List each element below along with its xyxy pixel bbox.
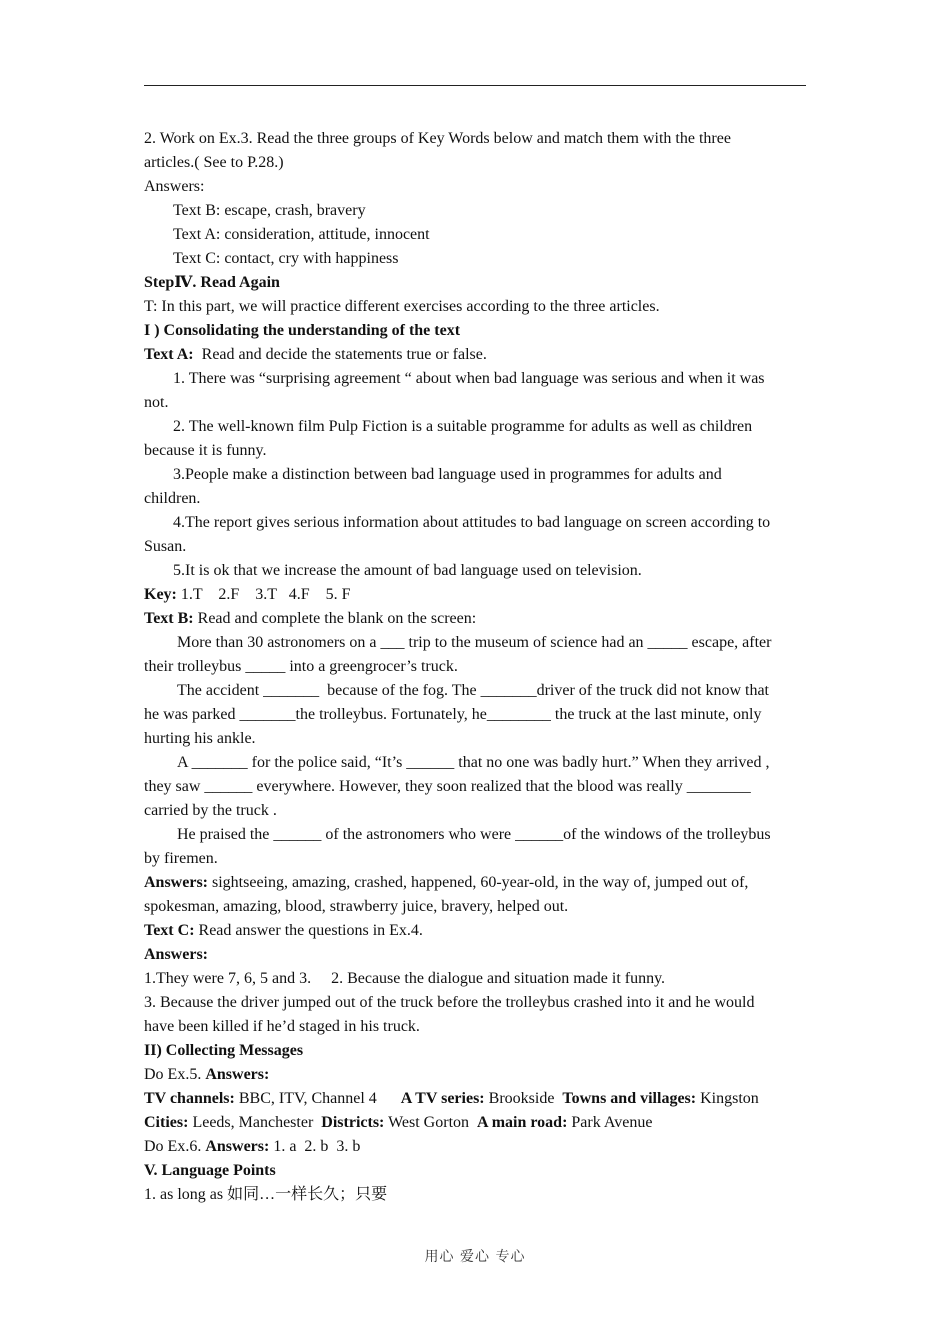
text-line — [144, 655, 806, 679]
text-line — [144, 1135, 806, 1159]
text-line — [144, 1087, 806, 1111]
text-line — [144, 919, 806, 943]
text-segment: Text A: consideration, attitude, innocent — [173, 226, 430, 243]
text-segment: Read and complete the blank on the screen: — [193, 610, 477, 627]
text-line — [144, 247, 806, 271]
text-segment: by firemen. — [144, 850, 218, 867]
text-segment: A _______ for the police said, “It’s ______ that no one was badly hurt.” When they arrived , — [177, 754, 770, 771]
text-line — [144, 343, 806, 367]
text-line — [144, 679, 806, 703]
bold-text: StepⅣ. Read Again — [144, 274, 280, 291]
bold-text: Answers: — [144, 946, 208, 963]
text-segment: 4.The report gives serious information about attitudes to bad language on screen according to — [173, 514, 771, 531]
text-segment: Read and decide the statements true or false. — [193, 346, 487, 363]
bold-text: Answers: — [144, 874, 208, 891]
text-line — [144, 607, 806, 631]
text-line — [144, 487, 806, 511]
header-rule — [144, 85, 806, 86]
text-segment: More than 30 astronomers on a ___ trip to the museum of science had an _____ escape, after — [177, 634, 772, 651]
text-line — [144, 799, 806, 823]
text-segment: Do Ex.5. — [144, 1066, 206, 1083]
text-line — [144, 175, 806, 199]
text-segment: hurting his ankle. — [144, 730, 256, 747]
text-line — [144, 1159, 806, 1183]
text-segment: The accident _______ because of the fog. The _______driver of the truck did not know that — [177, 682, 769, 699]
bold-text: Text B: — [144, 610, 194, 627]
text-segment: spokesman, amazing, blood, strawberry juice, bravery, helped out. — [144, 898, 569, 915]
bold-text: Answers: — [205, 1138, 270, 1155]
text-line — [144, 943, 806, 967]
text-segment: Leeds, Manchester — [188, 1114, 322, 1131]
text-segment: 1.T 2.F 3.T 4.F 5. F — [176, 586, 351, 603]
text-line — [144, 511, 806, 535]
text-line — [144, 1183, 806, 1207]
bold-text: A main road: — [477, 1114, 568, 1131]
text-line — [144, 583, 806, 607]
text-segment: 1. a 2. b 3. b — [269, 1138, 361, 1155]
text-line — [144, 631, 806, 655]
text-line — [144, 751, 806, 775]
text-segment: because it is funny. — [144, 442, 267, 459]
bold-text: I ) Consolidating the understanding of the text — [144, 322, 461, 339]
text-line — [144, 1111, 806, 1135]
text-line — [144, 199, 806, 223]
text-line — [144, 1015, 806, 1039]
text-segment: he was parked _______the trolleybus. Fortunately, he________ the truck at the last minute, only — [144, 706, 762, 723]
bold-text: Districts: — [321, 1114, 385, 1131]
text-line — [144, 871, 806, 895]
text-line — [144, 535, 806, 559]
text-segment: their trolleybus _____ into a greengrocer’s truck. — [144, 658, 458, 675]
text-segment: He praised the ______ of the astronomers who were ______of the windows of the trolleybus — [177, 826, 771, 843]
text-segment: Brookside — [484, 1090, 563, 1107]
text-line — [144, 1039, 806, 1063]
text-line — [144, 127, 806, 151]
text-segment: BBC, ITV, Channel 4 — [234, 1090, 401, 1107]
document-body — [144, 127, 806, 1207]
text-line — [144, 775, 806, 799]
text-segment: Kingston — [696, 1090, 759, 1107]
text-segment: T: In this part, we will practice different exercises according to the three articles. — [144, 298, 660, 315]
text-line — [144, 415, 806, 439]
text-segment: carried by the truck . — [144, 802, 277, 819]
text-line — [144, 271, 806, 295]
text-line — [144, 391, 806, 415]
text-segment: Read answer the questions in Ex.4. — [194, 922, 423, 939]
bold-text: Towns and villages: — [562, 1090, 697, 1107]
text-line — [144, 439, 806, 463]
text-line — [144, 991, 806, 1015]
text-segment: articles.( See to P.28.) — [144, 154, 284, 171]
text-segment: Park Avenue — [567, 1114, 653, 1131]
text-segment: Susan. — [144, 538, 187, 555]
text-line — [144, 847, 806, 871]
text-segment: 2. Work on Ex.3. Read the three groups of Key Words below and match them with the three — [144, 130, 731, 147]
text-line — [144, 463, 806, 487]
text-line — [144, 967, 806, 991]
text-segment: 1. as long as 如同…一样长久；只要 — [144, 1186, 388, 1203]
bold-text: Answers: — [205, 1066, 270, 1083]
text-segment: 1.They were 7, 6, 5 and 3. 2. Because the dialogue and situation made it funny. — [144, 970, 666, 987]
text-line — [144, 895, 806, 919]
page-footer: 用心 爱心 专心 — [424, 1249, 526, 1265]
text-line — [144, 319, 806, 343]
text-line — [144, 1063, 806, 1087]
text-segment: 3. Because the driver jumped out of the truck before the trolleybus crashed into it and he would — [144, 994, 755, 1011]
bold-text: Cities: — [144, 1114, 189, 1131]
bold-text: V. Language Points — [144, 1162, 276, 1179]
text-segment: 3.People make a distinction between bad language used in programmes for adults and — [173, 466, 722, 483]
text-segment: sightseeing, amazing, crashed, happened, 60-year-old, in the way of, jumped out of, — [208, 874, 749, 891]
bold-text: TV channels: — [144, 1090, 235, 1107]
text-line — [144, 223, 806, 247]
text-line — [144, 727, 806, 751]
text-segment: 5.It is ok that we increase the amount of bad language used on television. — [173, 562, 642, 579]
text-segment: have been killed if he’d staged in his truck. — [144, 1018, 420, 1035]
text-segment: not. — [144, 394, 169, 411]
text-segment: Text B: escape, crash, bravery — [173, 202, 366, 219]
bold-text: Key: — [144, 586, 177, 603]
text-segment: they saw ______ everywhere. However, they soon realized that the blood was really ________ — [144, 778, 751, 795]
bold-text: II) Collecting Messages — [144, 1042, 304, 1059]
text-segment: children. — [144, 490, 201, 507]
text-segment: West Gorton — [384, 1114, 478, 1131]
text-segment: 2. The well-known film Pulp Fiction is a suitable programme for adults as well as children — [173, 418, 753, 435]
text-segment: 1. There was “surprising agreement “ about when bad language was serious and when it was — [173, 370, 765, 387]
text-line — [144, 367, 806, 391]
bold-text: A TV series: — [400, 1090, 485, 1107]
text-line — [144, 295, 806, 319]
bold-text: Text A: — [144, 346, 194, 363]
text-segment: Do Ex.6. — [144, 1138, 206, 1155]
text-segment: Answers: — [144, 178, 205, 195]
text-line — [144, 559, 806, 583]
text-line — [144, 703, 806, 727]
text-segment: Text C: contact, cry with happiness — [173, 250, 399, 267]
bold-text: Text C: — [144, 922, 195, 939]
text-line — [144, 151, 806, 175]
text-line — [144, 823, 806, 847]
